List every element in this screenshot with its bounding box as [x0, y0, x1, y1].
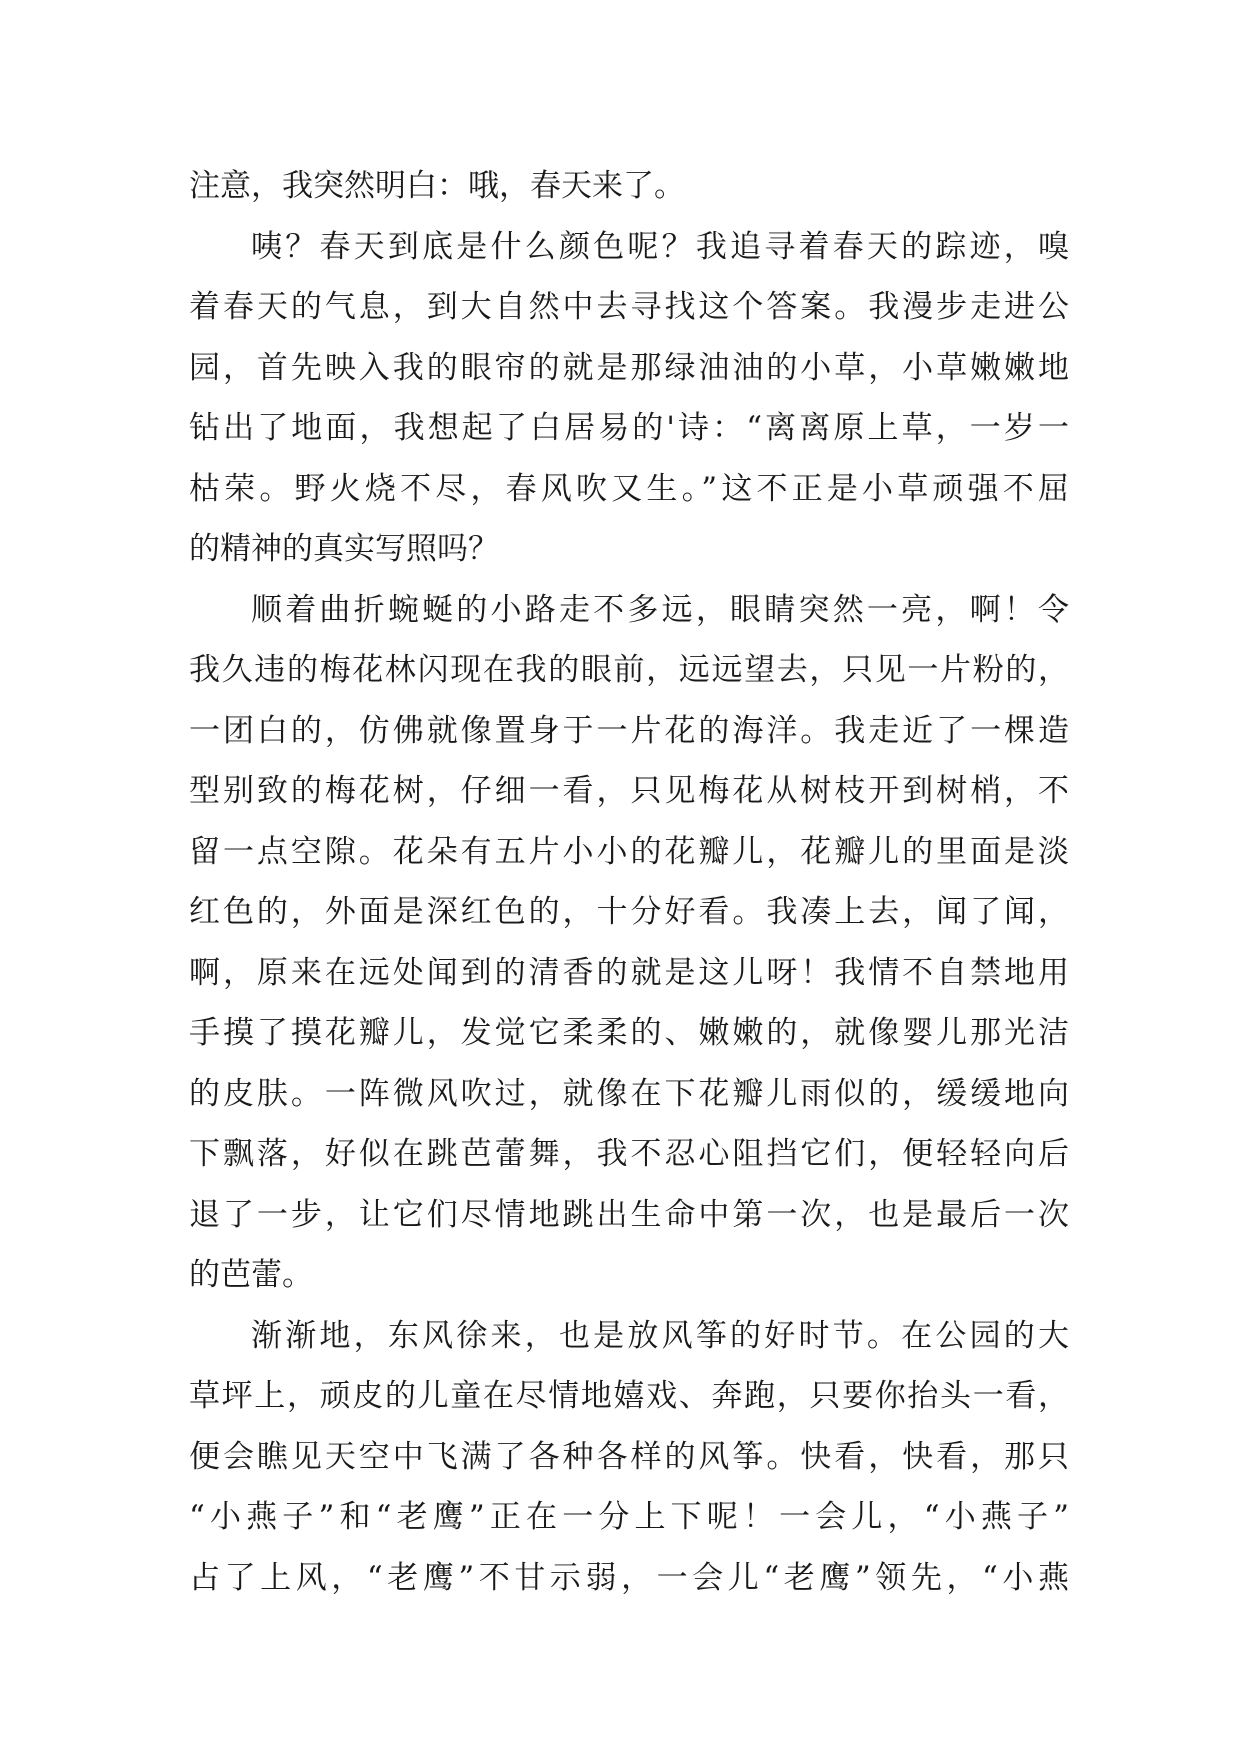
text-line: 啊，原来在远处闻到的清香的就是这儿呀！我情不自禁地用 [189, 954, 1069, 991]
text-line: 便会瞧见天空中飞满了各种各样的风筝。快看，快看，那只 [189, 1438, 1069, 1475]
text-line: 红色的，外面是深红色的，十分好看。我凑上去，闻了闻， [189, 894, 1069, 930]
text-line: 手摸了摸花瓣儿，发觉它柔柔的、嫩嫩的，就像婴儿那光洁 [189, 1015, 1069, 1051]
body-text [189, 156, 1069, 1608]
text-line: 占了上风，“老鹰”不甘示弱，一会儿“老鹰”领先，“小燕 [189, 1559, 1069, 1596]
text-line: 的皮肤。一阵微风吹过，就像在下花瓣儿雨似的，缓缓地向 [189, 1075, 1069, 1112]
text-line: 着春天的气息，到大自然中去寻找这个答案。我漫步走进公 [189, 289, 1069, 325]
text-line: 草坪上，顽皮的儿童在尽情地嬉戏、奔跑，只要你抬头一看， [189, 1378, 1069, 1414]
text-line: 一团白的，仿佛就像置身于一片花的海洋。我走近了一棵造 [189, 712, 1069, 749]
text-line: 留一点空隙。花朵有五片小小的花瓣儿，花瓣儿的里面是淡 [189, 833, 1069, 870]
text-line: 我久违的梅花林闪现在我的眼前，远远望去，只见一片粉的， [189, 652, 1069, 688]
text-line: 顺着曲折蜿蜒的小路走不多远，眼睛突然一亮，啊！令 [251, 591, 1069, 628]
text-line: 枯荣。野火烧不尽，春风吹又生。”这不正是小草顽强不屈 [189, 470, 1069, 507]
text-line: 的芭蕾。 [189, 1257, 313, 1293]
text-line: 退了一步，让它们尽情地跳出生命中第一次，也是最后一次 [189, 1196, 1069, 1233]
text-line: 园，首先映入我的眼帘的就是那绿油油的小草，小草嫩嫩地 [189, 349, 1069, 386]
text-line: “小燕子”和“老鹰”正在一分上下呢！一会儿，“小燕子” [189, 1499, 1069, 1535]
text-line: 钻出了地面，我想起了白居易的'诗：“离离原上草，一岁一 [189, 410, 1069, 446]
text-line: 型别致的梅花树，仔细一看，只见梅花从树枝开到树梢，不 [189, 773, 1069, 809]
text-line: 咦？春天到底是什么颜色呢？我追寻着春天的踪迹，嗅 [251, 228, 1069, 265]
text-line: 注意，我突然明白：哦，春天来了。 [189, 168, 685, 204]
text-line: 下飘落，好似在跳芭蕾舞，我不忍心阻挡它们，便轻轻向后 [189, 1136, 1069, 1172]
text-line: 的精神的真实写照吗？ [189, 531, 499, 567]
text-line: 渐渐地，东风徐来，也是放风筝的好时节。在公园的大 [251, 1317, 1069, 1354]
